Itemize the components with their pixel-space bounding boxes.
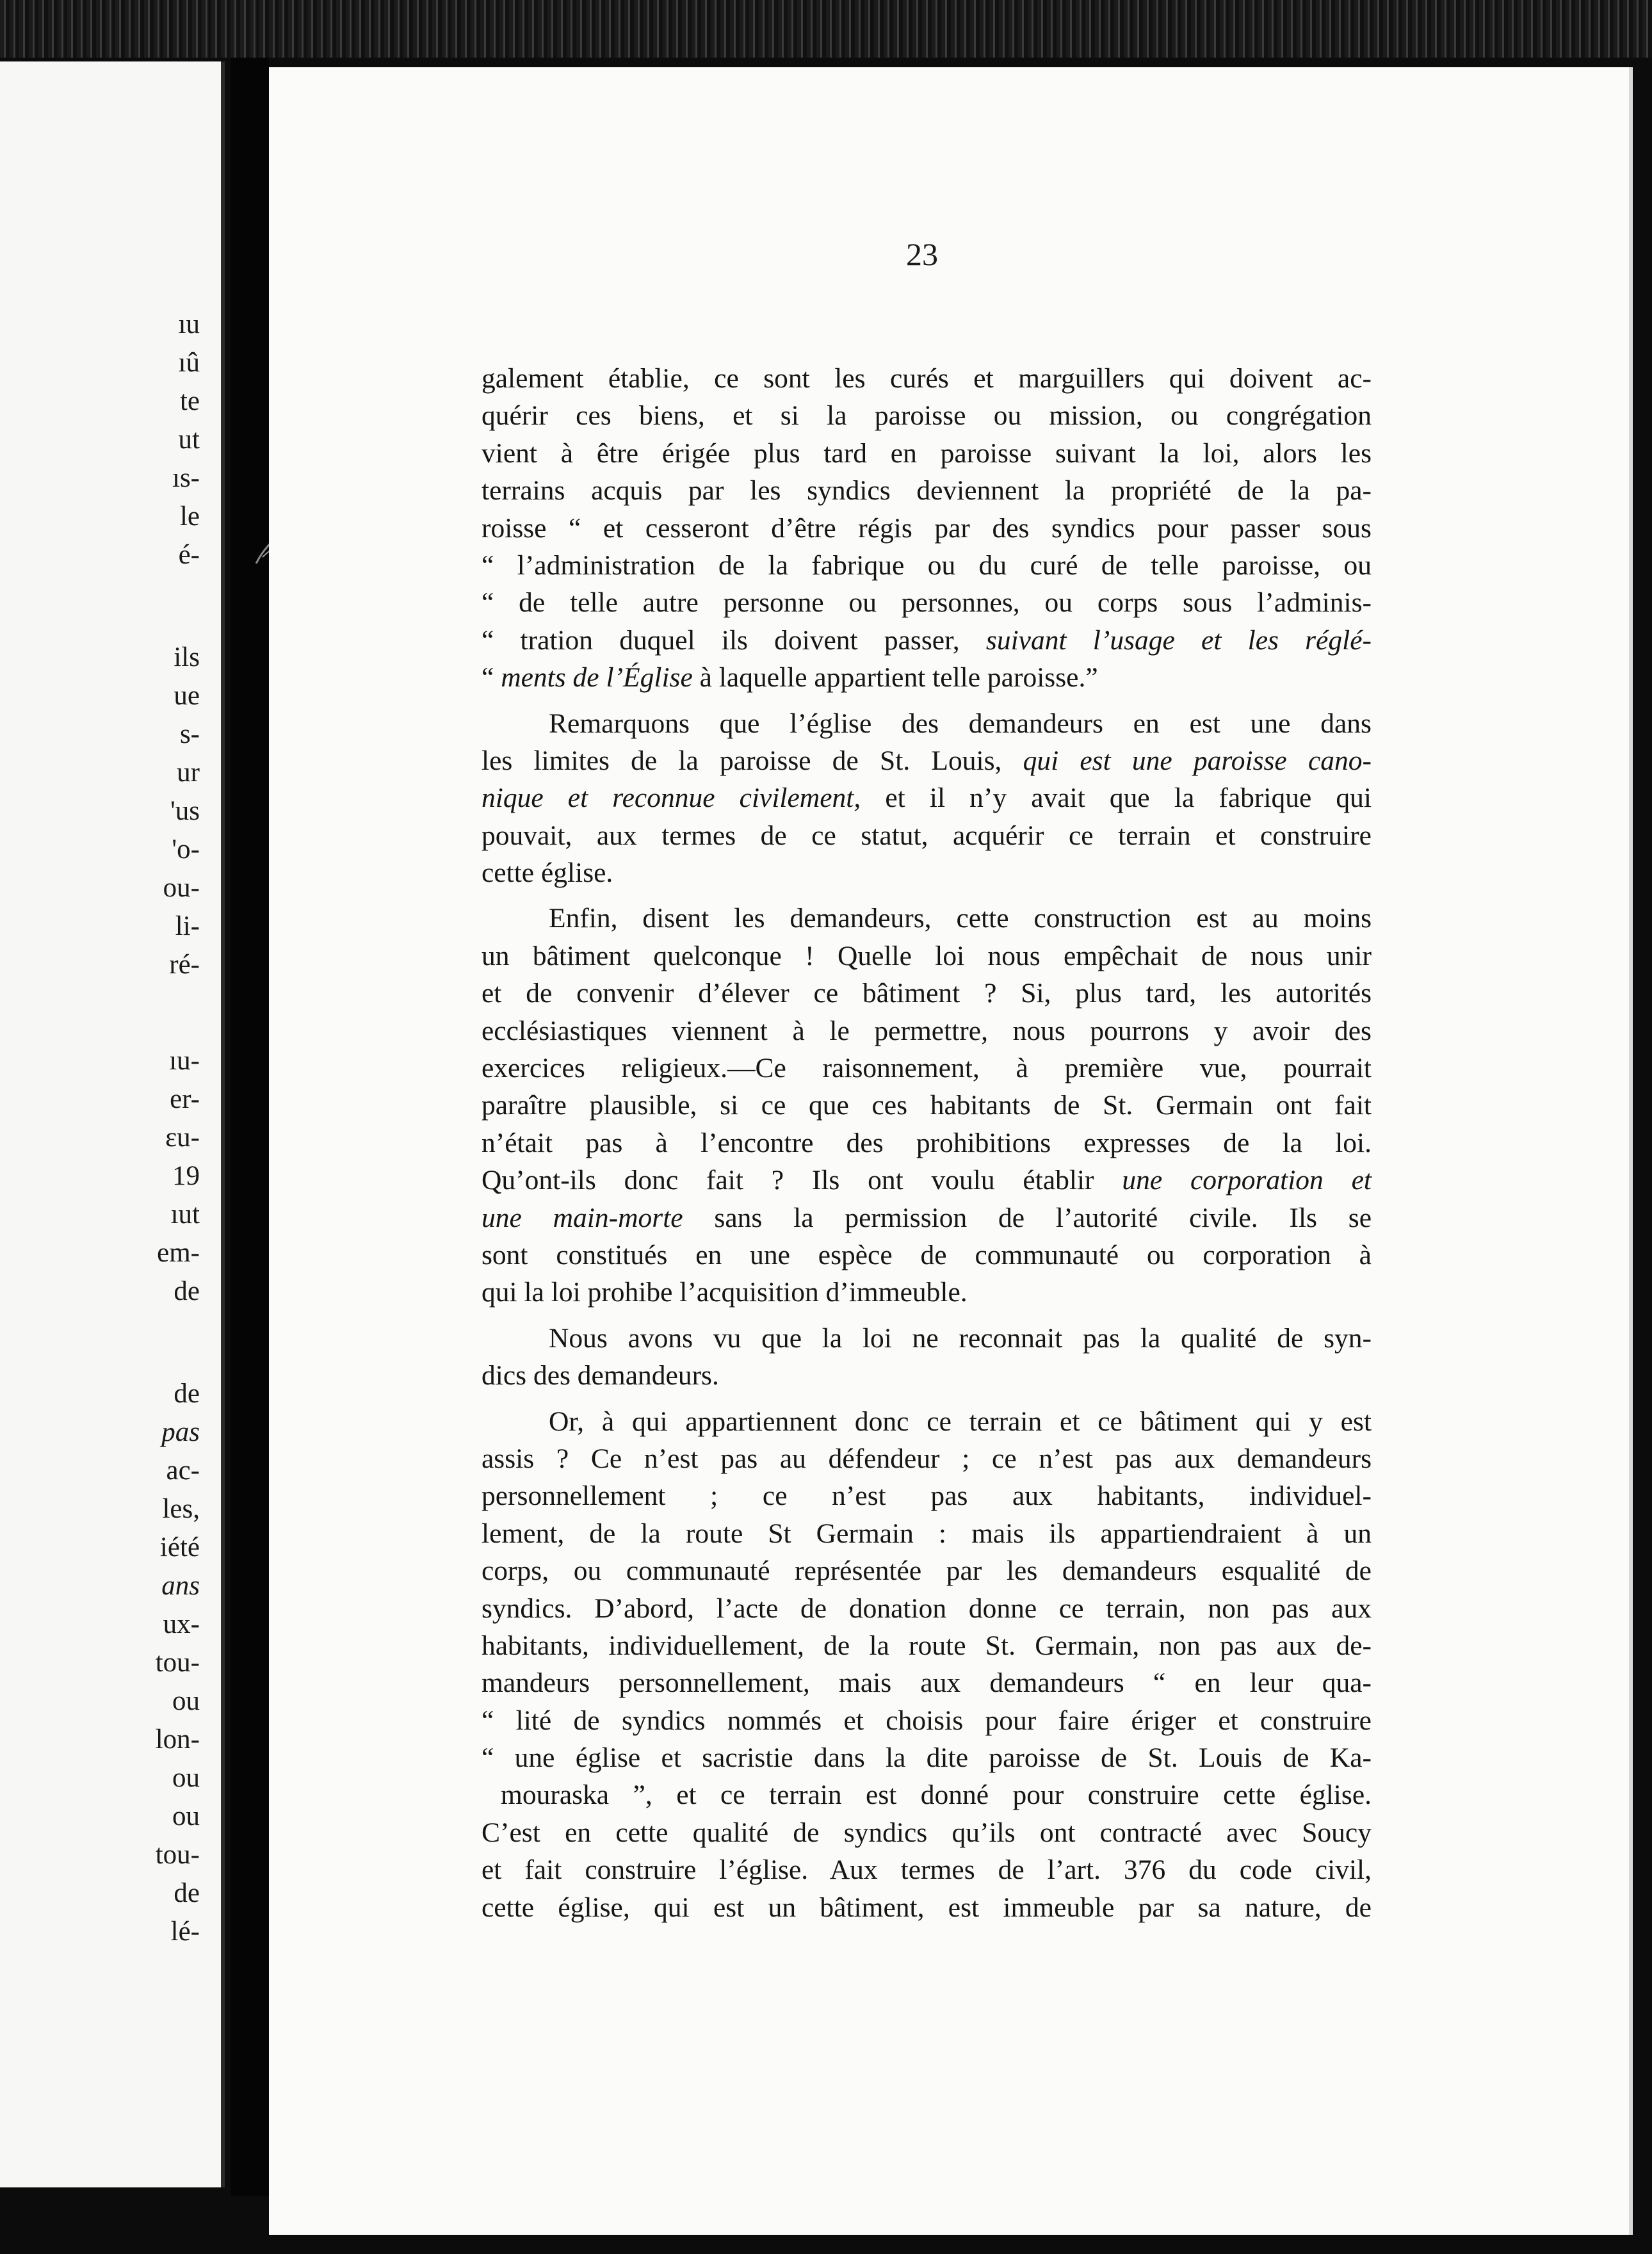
facing-page-fragment: ans bbox=[161, 1571, 200, 1601]
text-run: cette église, qui est un bâtiment, est immeuble par sa nature, de bbox=[482, 1892, 1372, 1923]
text-line bbox=[482, 1889, 1372, 1926]
text-line bbox=[482, 659, 1372, 696]
scanner-top-edge bbox=[0, 0, 1652, 58]
text-run: et il n’y avait que la fabrique qui bbox=[861, 782, 1372, 814]
text-run: Nous avons vu que la loi ne reconnait pas la qualité de syn- bbox=[549, 1322, 1372, 1354]
facing-page-fragment: er- bbox=[170, 1084, 200, 1114]
text-line bbox=[482, 1050, 1372, 1087]
text-line bbox=[482, 510, 1372, 547]
text-line bbox=[482, 742, 1372, 779]
text-line bbox=[482, 622, 1372, 659]
facing-page-fragment: lon- bbox=[155, 1724, 200, 1755]
text-line bbox=[482, 472, 1372, 509]
text-line bbox=[482, 779, 1372, 816]
scanner-bottom-edge bbox=[0, 2235, 1652, 2254]
text-line bbox=[482, 1627, 1372, 1664]
body-text bbox=[482, 360, 1372, 1926]
text-line bbox=[482, 547, 1372, 584]
text-run: terrains acquis par les syndics deviennent la propriété de la pa- bbox=[482, 475, 1372, 507]
text-line bbox=[482, 1515, 1372, 1552]
facing-page-fragment: ou bbox=[172, 1686, 200, 1716]
text-line bbox=[482, 900, 1372, 937]
facing-page-fragment: é- bbox=[178, 540, 200, 570]
facing-page-fragment: 'us bbox=[170, 796, 200, 826]
text-run: mouraska ”, et ce terrain est donné pour construire cette église. bbox=[501, 1780, 1372, 1811]
text-run: “ bbox=[482, 662, 501, 693]
facing-page-fragment: tou- bbox=[155, 1840, 200, 1870]
text-line bbox=[482, 584, 1372, 621]
text-run: “ l’administration de la fabrique ou du curé de telle paroisse, ou bbox=[482, 549, 1372, 581]
facing-page-fragment: ur bbox=[177, 758, 200, 788]
text-run: assis ? Ce n’est pas au défendeur ; ce n’est pas aux demandeurs bbox=[482, 1443, 1372, 1474]
text-line bbox=[482, 1320, 1372, 1357]
facing-page-fragment: ut bbox=[178, 425, 200, 455]
book-gutter bbox=[231, 58, 269, 2196]
text-run: sans la permission de l’autorité civile. Ils se bbox=[683, 1202, 1372, 1233]
text-line bbox=[482, 435, 1372, 472]
text-line bbox=[482, 1851, 1372, 1888]
facing-page-fragment: 19 bbox=[172, 1161, 200, 1191]
text-run: sont constitués en une espèce de communauté ou corporation à bbox=[482, 1239, 1372, 1270]
facing-page-fragment: em- bbox=[157, 1238, 200, 1268]
text-line bbox=[482, 1162, 1372, 1199]
text-line bbox=[482, 1664, 1372, 1701]
italic-text: ments de l’Église bbox=[501, 662, 693, 693]
facing-page-fragment: ou bbox=[172, 1801, 200, 1831]
text-line bbox=[482, 1357, 1372, 1394]
text-run: “ lité de syndics nommés et choisis pour faire ériger et construire bbox=[482, 1705, 1372, 1736]
facing-page-fragment: ıs- bbox=[172, 463, 200, 493]
facing-page-fragment: de bbox=[174, 1276, 200, 1306]
text-run: les limites de la paroisse de St. Louis, bbox=[482, 745, 1023, 776]
text-line bbox=[482, 1477, 1372, 1514]
text-run: galement établie, ce sont les curés et marguillers qui doivent ac- bbox=[482, 363, 1372, 394]
facing-page-fragment: 'o- bbox=[172, 834, 200, 864]
text-run: Qu’ont-ils donc fait ? Ils ont voulu établir bbox=[482, 1165, 1122, 1196]
italic-text: une main-morte bbox=[482, 1202, 683, 1233]
text-line bbox=[482, 854, 1372, 891]
italic-text: une corporation et bbox=[1122, 1165, 1372, 1196]
text-line bbox=[482, 1274, 1372, 1311]
facing-page-fragment: te bbox=[179, 386, 200, 416]
text-line bbox=[482, 1702, 1372, 1739]
text-run: “ une église et sacristie dans la dite paroisse de St. Louis de Ka- bbox=[482, 1742, 1372, 1774]
facing-page-fragment: iété bbox=[159, 1532, 200, 1562]
facing-page-fragment: tou- bbox=[155, 1648, 200, 1678]
text-run: mandeurs personnellement, mais aux demandeurs “ en leur qua- bbox=[482, 1667, 1372, 1699]
facing-page-fragment: s- bbox=[179, 719, 200, 749]
text-run: un bâtiment quelconque ! Quelle loi nous empêchait de nous unir bbox=[482, 940, 1372, 971]
text-line bbox=[482, 360, 1372, 397]
facing-page-fragment: ıu bbox=[178, 309, 200, 339]
facing-page-fragment: lé- bbox=[170, 1917, 200, 1947]
text-run: et de convenir d’élever ce bâtiment ? Si, plus tard, les autorités bbox=[482, 978, 1372, 1009]
facing-page-fragment: ou- bbox=[163, 873, 200, 903]
facing-page-fragment: ou bbox=[172, 1763, 200, 1793]
text-run: exercices religieux.—Ce raisonnement, à première vue, pourrait bbox=[482, 1053, 1372, 1084]
text-line bbox=[482, 1236, 1372, 1274]
facing-page-fragment: ux- bbox=[163, 1609, 200, 1639]
text-run: syndics. D’abord, l’acte de donation donne ce terrain, non pas aux bbox=[482, 1593, 1372, 1624]
facing-page-fragment: de bbox=[174, 1379, 200, 1409]
text-run: paraître plausible, si ce que ces habitants de St. Germain ont fait bbox=[482, 1090, 1372, 1121]
text-run: lement, de la route St Germain : mais ils appartiendraient à un bbox=[482, 1518, 1372, 1549]
text-run: ecclésiastiques viennent à le permettre, nous pourrons y avoir des bbox=[482, 1015, 1372, 1046]
text-run: n’était pas à l’encontre des prohibitions expresses de la loi. bbox=[482, 1127, 1372, 1158]
text-line bbox=[482, 1552, 1372, 1589]
facing-page-fragment: li- bbox=[175, 911, 200, 941]
text-line bbox=[482, 1814, 1372, 1851]
text-line bbox=[482, 975, 1372, 1012]
text-run: corps, ou communauté représentée par les demandeurs esqualité de bbox=[482, 1555, 1372, 1587]
text-run: et fait construire l’église. Aux termes de l’art. 376 du code civil, bbox=[482, 1854, 1372, 1886]
facing-page-fragment: pas bbox=[161, 1417, 200, 1447]
page-number: 23 bbox=[906, 236, 938, 272]
facing-page-fragment: ıû bbox=[178, 348, 200, 378]
italic-text: nique et reconnue civilement, bbox=[482, 782, 861, 814]
italic-text: qui est une paroisse cano- bbox=[1023, 745, 1372, 776]
text-line bbox=[482, 1012, 1372, 1050]
text-run: cette église. bbox=[482, 857, 613, 889]
facing-page-fragment: ɛu- bbox=[165, 1123, 200, 1153]
text-line bbox=[482, 1403, 1372, 1440]
text-line bbox=[482, 1739, 1372, 1776]
text-run: quérir ces biens, et si la paroisse ou mission, ou congrégation bbox=[482, 400, 1372, 432]
text-run: Remarquons que l’église des demandeurs en est une dans bbox=[549, 708, 1372, 739]
text-run: “ tration duquel ils doivent passer, bbox=[482, 624, 986, 656]
facing-page-fragment: ıut bbox=[170, 1199, 200, 1229]
facing-page-fragment: ue bbox=[174, 681, 200, 711]
facing-page-fragment: ils bbox=[174, 642, 200, 672]
facing-page-fragment: de bbox=[174, 1878, 200, 1908]
text-run: habitants, individuellement, de la route St. Germain, non pas aux de- bbox=[482, 1630, 1372, 1661]
text-line bbox=[482, 1124, 1372, 1162]
facing-page-left bbox=[0, 61, 225, 2187]
text-run: Enfin, disent les demandeurs, cette construction est au moins bbox=[549, 903, 1372, 934]
text-run: à laquelle appartient telle paroisse.” bbox=[692, 662, 1098, 693]
text-run: Or, à qui appartiennent donc ce terrain et ce bâtiment qui y est bbox=[549, 1406, 1372, 1437]
text-run: “ de telle autre personne ou personnes, ou corps sous l’adminis- bbox=[482, 587, 1372, 619]
facing-page-fragment: ıu- bbox=[169, 1046, 200, 1076]
text-line bbox=[482, 817, 1372, 854]
facing-page-fragment: les, bbox=[162, 1494, 200, 1524]
italic-text: suivant l’usage et les réglé- bbox=[985, 624, 1372, 656]
text-run: C’est en cette qualité de syndics qu’ils ont contracté avec Soucy bbox=[482, 1817, 1372, 1848]
text-line bbox=[482, 1440, 1372, 1477]
text-run: dics des demandeurs. bbox=[482, 1360, 719, 1391]
text-run: roisse “ et cesseront d’être régis par des syndics pour passer sous bbox=[482, 512, 1372, 544]
text-run: pouvait, aux termes de ce statut, acquérir ce terrain et construire bbox=[482, 820, 1372, 851]
text-line bbox=[482, 397, 1372, 434]
facing-page-fragment: le bbox=[179, 501, 200, 531]
text-run: vient à être érigée plus tard en paroisse suivant la loi, alors les bbox=[482, 437, 1372, 469]
text-line bbox=[482, 1590, 1372, 1627]
text-run: qui la loi prohibe l’acquisition d’immeuble. bbox=[482, 1277, 968, 1308]
text-line bbox=[482, 705, 1372, 742]
text-line bbox=[482, 1199, 1372, 1236]
text-line bbox=[482, 1776, 1372, 1813]
facing-page-fragment: ac- bbox=[166, 1455, 200, 1486]
text-run: personnellement ; ce n’est pas aux habitants, individuel- bbox=[482, 1480, 1372, 1512]
text-line bbox=[482, 937, 1372, 975]
facing-page-fragment: ré- bbox=[169, 950, 200, 980]
facing-page-fragments bbox=[0, 61, 211, 2187]
text-line bbox=[482, 1087, 1372, 1124]
